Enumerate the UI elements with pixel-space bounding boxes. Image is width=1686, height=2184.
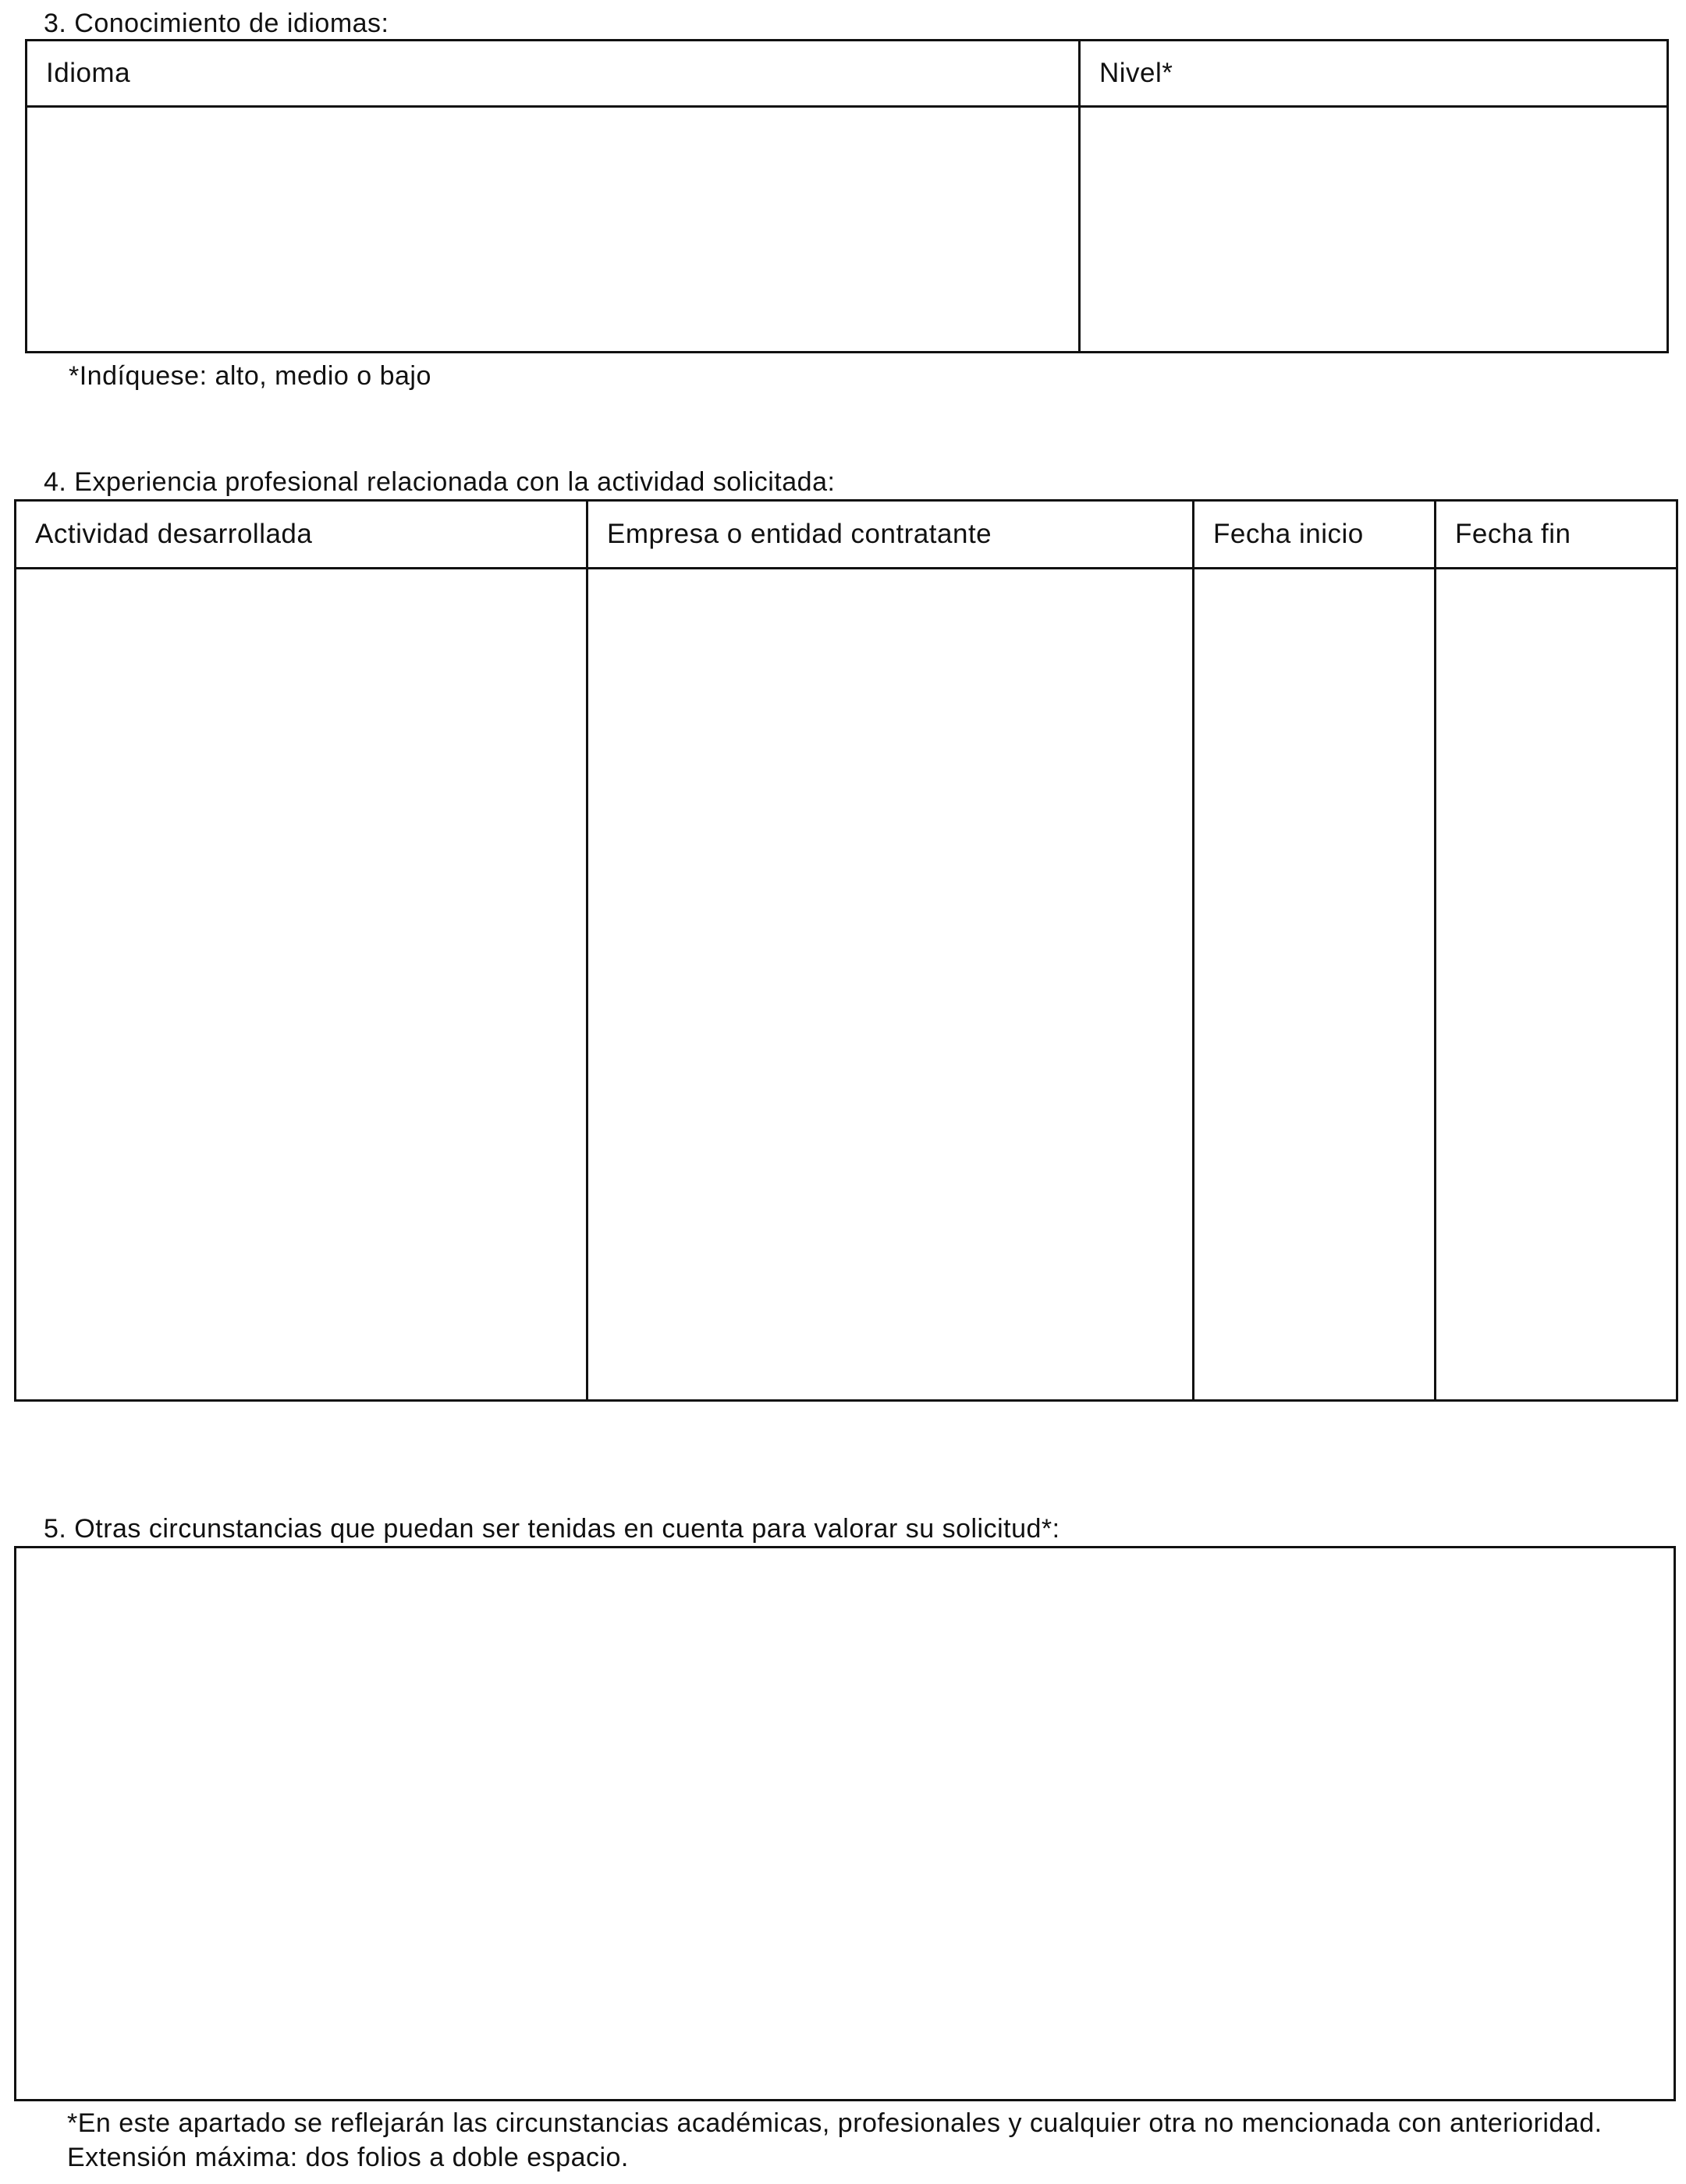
section-3-footnote: *Indíquese: alto, medio o bajo	[69, 361, 431, 391]
otras-circunstancias-field[interactable]	[14, 1546, 1676, 2101]
empresa-field[interactable]	[587, 569, 1194, 1401]
idioma-field[interactable]	[27, 107, 1080, 353]
languages-table	[25, 39, 1669, 353]
fecha-fin-field[interactable]	[1436, 569, 1677, 1401]
column-header-fecha-inicio: Fecha inicio	[1194, 501, 1436, 569]
column-header-actividad: Actividad desarrollada	[16, 501, 587, 569]
column-header-idioma: Idioma	[27, 41, 1080, 107]
section-3-title: 3. Conocimiento de idiomas:	[44, 9, 389, 38]
fecha-inicio-field[interactable]	[1194, 569, 1436, 1401]
column-header-fecha-fin: Fecha fin	[1436, 501, 1677, 569]
column-header-empresa: Empresa o entidad contratante	[587, 501, 1194, 569]
nivel-field[interactable]	[1080, 107, 1668, 353]
section-4-title: 4. Experiencia profesional relacionada con la actividad solicitada:	[44, 467, 836, 497]
column-header-nivel: Nivel*	[1080, 41, 1668, 107]
section-5-footnote: *En este apartado se reflejarán las circunstancias académicas, profesionales y cualquier otra no mencionada con anterioridad. Extensión máxima: dos folios a doble espacio.	[67, 2108, 1603, 2172]
section-5-title: 5. Otras circunstancias que puedan ser tenidas en cuenta para valorar su solicitud*:	[44, 1514, 1060, 1544]
experience-table	[14, 499, 1678, 1402]
actividad-field[interactable]	[16, 569, 587, 1401]
